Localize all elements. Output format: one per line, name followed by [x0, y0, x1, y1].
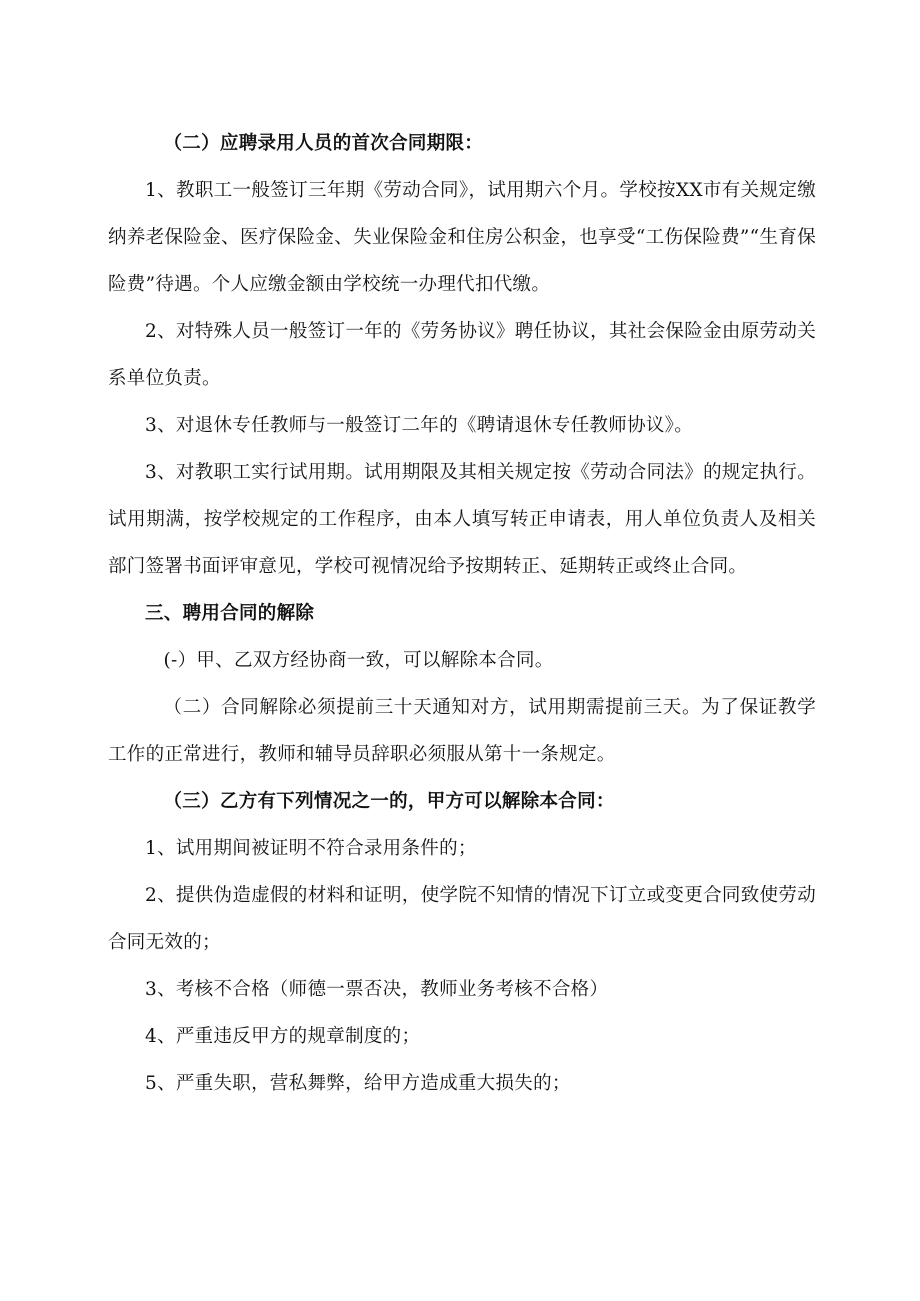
item-special-personnel: 2、对特殊人员一般签订一年的《劳务协议》聘任协议，其社会保险金由原劳动关系单位负责。 — [108, 321, 816, 389]
subheading-termination-conditions: （三）乙方有下列情况之一的，甲方可以解除本合同： — [163, 791, 615, 812]
list-item: 4、严重违反甲方的规章制度的； — [145, 1026, 421, 1047]
heading-contract-termination: 三、聘用合同的解除 — [145, 603, 315, 624]
list-item: 3、考核不合格（师德一票否决，教师业务考核不合格） — [145, 979, 609, 1000]
item-retired-teachers: 3、对退休专任教师与一般签订二年的《聘请退休专任教师协议》。 — [145, 415, 694, 436]
item-probation-period: 3、对教职工实行试用期。试用期限及其相关规定按《劳动合同法》的规定执行。试用期满，按学校规定的工作程序，由本人填写转正申请表，用人单位负责人及相关部门签署书面评审意见，学校可视情况给予按期转正、延期转正或终止合同。 — [108, 462, 816, 577]
list-item: 2、提供伪造虚假的材料和证明，使学院不知情的情况下订立或变更合同致使劳动合同无效的； — [108, 885, 816, 953]
item-three-year-contract: 1、教职工一般签订三年期《劳动合同》，试用期六个月。学校按XX市有关规定缴纳养老保险金、医疗保险金、失业保险金和住房公积金，也享受“工伤保险费”“生育保险费”待遇。个人应缴金额由学校统一办理代扣代缴。 — [108, 180, 816, 295]
list-item: 5、严重失职，营私舞弊，给甲方造成重大损失的； — [145, 1073, 571, 1094]
subitem-mutual-agreement: (-）甲、乙双方经协商一致，可以解除本合同。 — [163, 650, 554, 671]
subitem-notice-period: （二）合同解除必须提前三十天通知对方，试用期需提前三天。为了保证教学工作的正常进行，教师和辅导员辞职必须服从第十一条规定。 — [108, 697, 816, 765]
list-item: 1、试用期间被证明不符合录用条件的； — [145, 838, 477, 859]
subheading-first-contract-term: （二）应聘录用人员的首次合同期限： — [163, 133, 484, 154]
document-body — [108, 120, 816, 1107]
